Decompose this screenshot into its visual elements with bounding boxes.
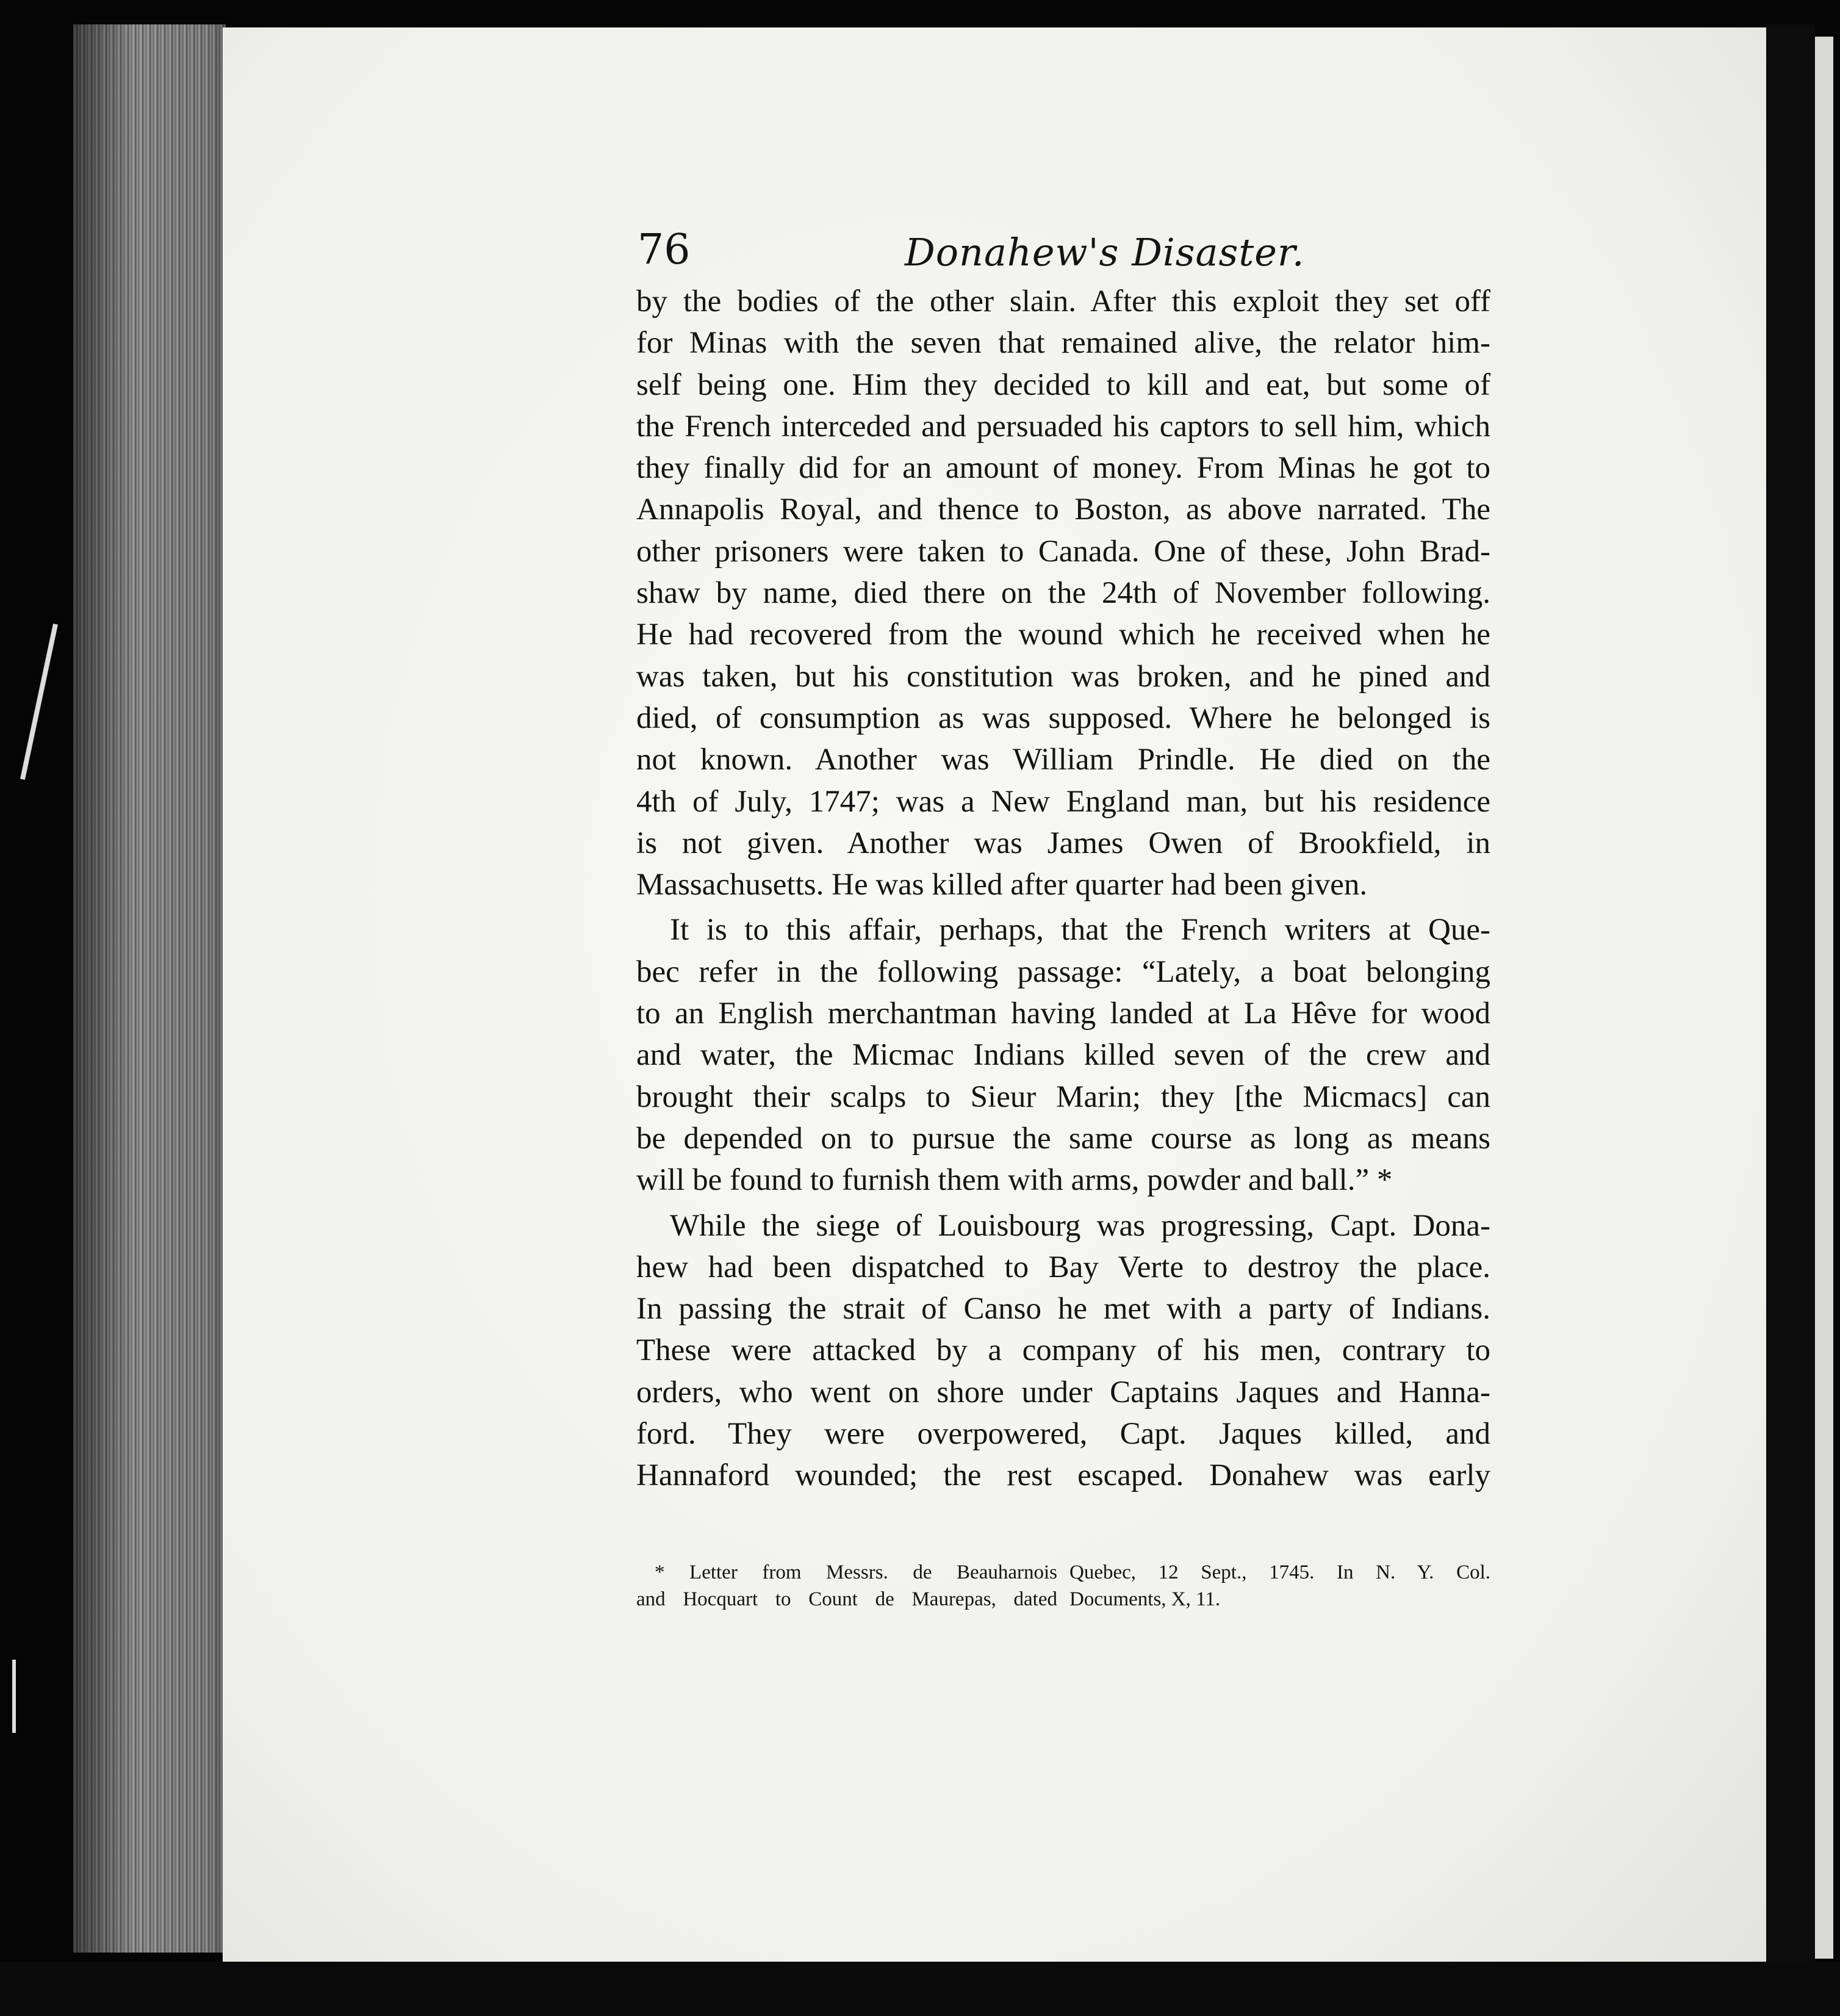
page-number: 76	[638, 226, 691, 274]
footnote-line: Documents, X, 11.	[1069, 1588, 1221, 1610]
running-title: Donahew's Disaster.	[905, 230, 1305, 275]
text-line: ford. They were overpowered, Capt. Jaques killed, and	[636, 1417, 1490, 1452]
page-text-block	[636, 226, 1490, 1497]
text-line: 4th of July, 1747; was a New England man, but his residence	[636, 784, 1490, 819]
text-line: by the bodies of the other slain. After this exploit they set off	[636, 284, 1490, 319]
text-line: self being one. Him they decided to kill and eat, but some of	[636, 367, 1490, 402]
footnote-line: Quebec, 12 Sept., 1745. In N. Y. Col.	[1069, 1561, 1490, 1583]
text-line: hew had been dispatched to Bay Verte to destroy the place.	[636, 1250, 1490, 1284]
scan-artifact	[20, 624, 58, 780]
scan-artifact	[12, 1660, 16, 1733]
text-line: Annapolis Royal, and thence to Boston, as above narrated. The	[636, 492, 1490, 527]
text-line: other prisoners were taken to Canada. One of these, John Brad-	[636, 534, 1490, 569]
text-line: was taken, but his constitution was broken, and he pined and	[636, 659, 1490, 694]
page-edges-shadow	[73, 24, 226, 1953]
text-line: is not given. Another was James Owen of Brookfield, in	[636, 826, 1490, 860]
text-line: It is to this affair, perhaps, that the French writers at Que-	[670, 913, 1490, 948]
text-line: the French interceded and persuaded his captors to sell him, which	[636, 409, 1490, 444]
book-gutter-right	[1766, 24, 1815, 1965]
text-line: bec refer in the following passage: “Lately, a boat belonging	[636, 954, 1490, 989]
running-head	[636, 226, 1490, 281]
text-line: While the siege of Louisbourg was progressing, Capt. Dona-	[670, 1208, 1490, 1243]
text-line: to an English merchantman having landed at La Hêve for wood	[636, 996, 1490, 1031]
text-line: died, of consumption as was supposed. Where he belonged is	[636, 700, 1490, 735]
footnote	[636, 1559, 1490, 1613]
footnote-left-column	[636, 1559, 1057, 1613]
text-line: These were attacked by a company of his men, contrary to	[636, 1333, 1490, 1368]
text-line: Massachusetts. He was killed after quarter had been given.	[636, 868, 1368, 902]
text-line: be depended on to pursue the same course as long as means	[636, 1121, 1490, 1156]
text-line: not known. Another was William Prindle. He died on the	[636, 743, 1490, 777]
text-line: brought their scalps to Sieur Marin; they [the Micmacs] can	[636, 1079, 1490, 1114]
text-line: shaw by name, died there on the 24th of November following.	[636, 576, 1490, 611]
scan-bottom-border	[0, 1962, 1840, 2016]
text-line: will be found to furnish them with arms, powder and ball.” *	[636, 1163, 1393, 1198]
footnote-line: * Letter from Messrs. de Beauharnois	[655, 1561, 1057, 1583]
text-line: orders, who went on shore under Captains Jaques and Hanna-	[636, 1375, 1490, 1409]
next-page-edge	[1815, 37, 1833, 1959]
text-line: In passing the strait of Canso he met with a party of Indians.	[636, 1292, 1490, 1327]
paragraph-1	[636, 281, 1490, 905]
footnote-right-column	[1069, 1559, 1490, 1613]
footnote-line: and Hocquart to Count de Maurepas, dated	[636, 1588, 1057, 1610]
text-line: He had recovered from the wound which he received when he	[636, 617, 1490, 652]
text-line: and water, the Micmac Indians killed seven of the crew and	[636, 1038, 1490, 1073]
paragraph-2	[636, 909, 1490, 1201]
text-line: they finally did for an amount of money. From Minas he got to	[636, 451, 1490, 486]
text-line: Hannaford wounded; the rest escaped. Donahew was early	[636, 1458, 1490, 1493]
text-line: for Minas with the seven that remained alive, the relator him-	[636, 326, 1490, 361]
paragraph-3	[636, 1205, 1490, 1497]
